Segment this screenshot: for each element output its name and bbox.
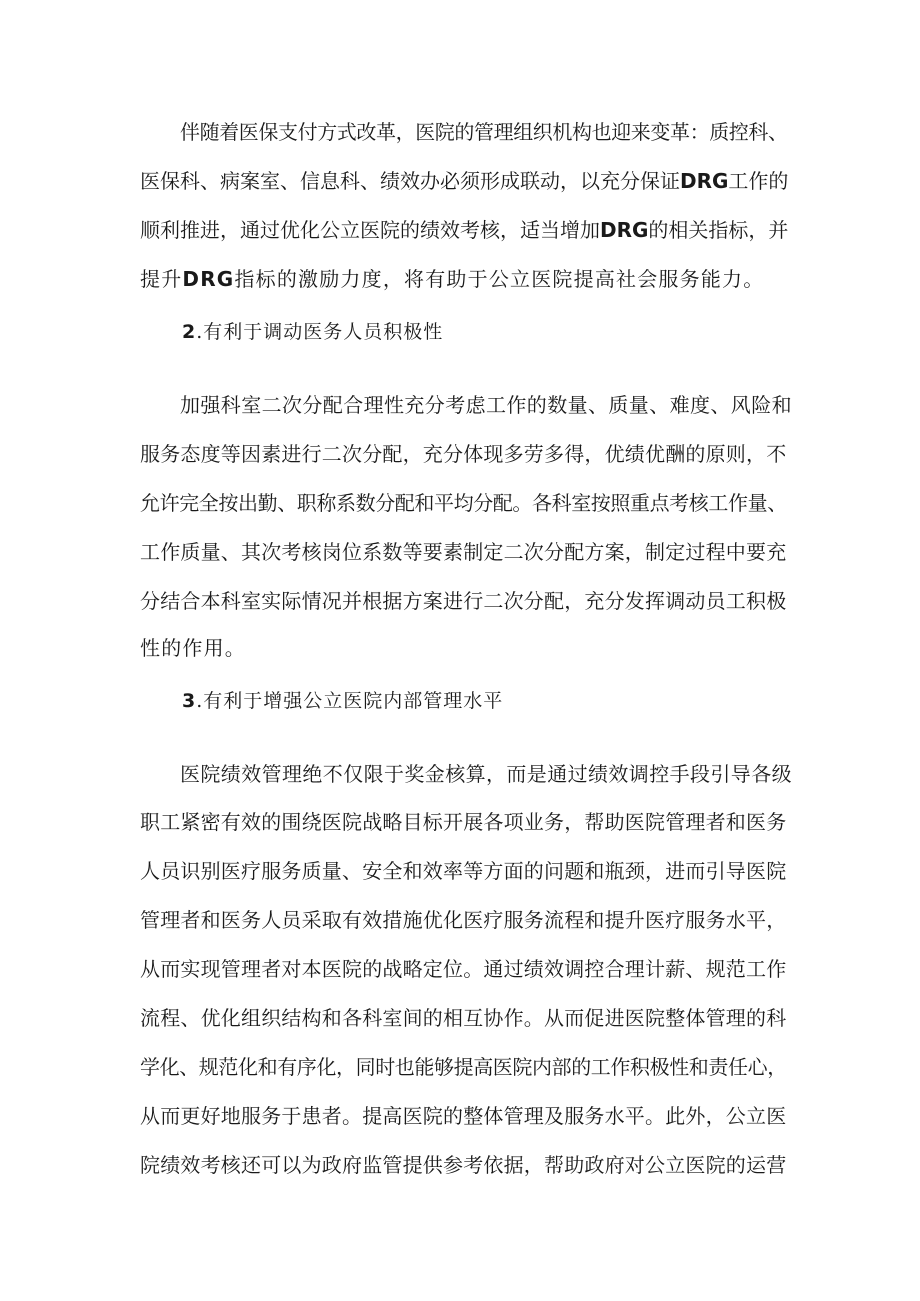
- drg-term: DRG: [182, 267, 235, 291]
- section-heading-3-number: 3: [182, 690, 197, 712]
- section-heading-3-text: .有利于增强公立医院内部管理水平: [196, 690, 504, 712]
- paragraph-3-line-7: 学化、规范化和有序化，同时也能够提高医院内部的工作积极性和责任心，: [140, 1055, 787, 1079]
- paragraph-3-line-3: 人员识别医疗服务质量、安全和效率等方面的问题和瓶颈，进而引导医院: [140, 859, 787, 883]
- section-heading-3: [182, 687, 503, 715]
- paragraph-2-line-6: 性的作用。: [140, 636, 246, 660]
- paragraph-1-line-4: 提升DRG指标的激励力度，将有助于公立医院提高社会服务能力。: [140, 267, 765, 291]
- paragraph-1-line-1: 伴随着医保支付方式改革，医院的管理组织机构也迎来变革：质控科、: [180, 120, 788, 144]
- paragraph-3-line-5: 从而实现管理者对本医院的战略定位。通过绩效调控合理计薪、规范工作: [140, 957, 787, 981]
- paragraph-3-line-1: 医院绩效管理绝不仅限于奖金核算，而是通过绩效调控手段引导各级: [180, 762, 792, 786]
- section-heading-2: [182, 318, 443, 346]
- drg-term: DRG: [600, 218, 649, 242]
- paragraph-3-line-9: 院绩效考核还可以为政府监管提供参考依据，帮助政府对公立医院的运营: [140, 1153, 787, 1177]
- paragraph-2-line-5: 分结合本科室实际情况并根据方案进行二次分配，充分发挥调动员工积极: [140, 589, 787, 613]
- paragraph-2-line-3: 允许完全按出勤、职称系数分配和平均分配。各科室按照重点考核工作量、: [140, 491, 787, 515]
- paragraph-2-line-4: 工作质量、其次考核岗位系数等要素制定二次分配方案，制定过程中要充: [140, 540, 787, 564]
- paragraph-3-line-4: 管理者和医务人员采取有效措施优化医疗服务流程和提升医疗服务水平，: [140, 908, 787, 932]
- paragraph-1-line-2: 医保科、病案室、信息科、绩效办必须形成联动，以充分保证DRG工作的: [140, 169, 789, 193]
- section-heading-2-text: .有利于调动医务人员积极性: [196, 321, 444, 343]
- paragraph-3-line-8: 从而更好地服务于患者。提高医院的整体管理及服务水平。此外，公立医: [140, 1104, 787, 1128]
- paragraph-3-line-2: 职工紧密有效的围绕医院战略目标开展各项业务，帮助医院管理者和医务: [140, 810, 787, 834]
- paragraph-2-line-2: 服务态度等因素进行二次分配，充分体现多劳多得，优绩优酬的原则，不: [140, 442, 787, 466]
- paragraph-2-line-1: 加强科室二次分配合理性充分考虑工作的数量、质量、难度、风险和: [180, 393, 792, 417]
- paragraph-1-line-3: 顺利推进，通过优化公立医院的绩效考核，适当增加DRG的相关指标，并: [140, 218, 789, 242]
- paragraph-3-line-6: 流程、优化组织结构和各科室间的相互协作。从而促进医院整体管理的科: [140, 1006, 787, 1030]
- drg-term: DRG: [680, 169, 729, 193]
- section-heading-2-number: 2: [182, 321, 197, 343]
